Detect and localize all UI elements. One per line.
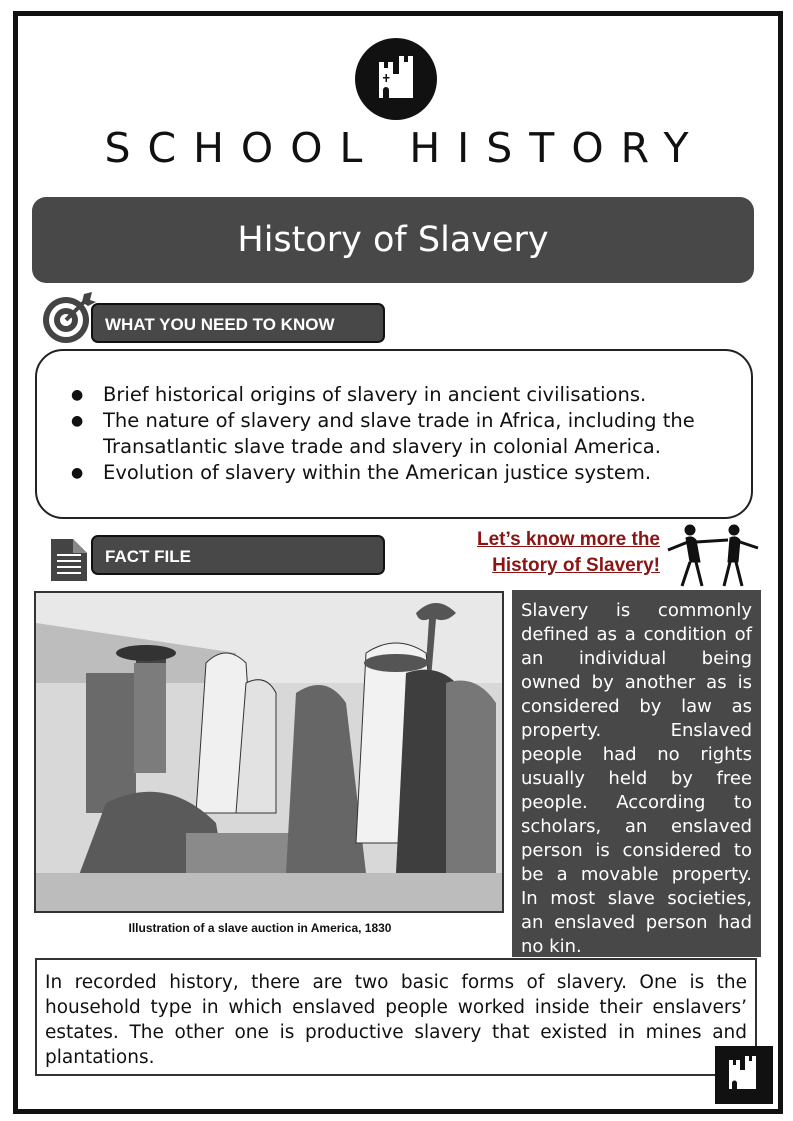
document-icon [48,529,90,588]
list-item: ● Evolution of slavery within the American justice system. [71,460,711,486]
more-link[interactable] [477,527,660,579]
image-caption: Illustration of a slave auction in America, 1830 [128,921,392,935]
section-label-know: WHAT YOU NEED TO KNOW [91,303,385,343]
know-box [35,349,753,519]
know-list [71,382,711,486]
list-item: ● Brief historical origins of slavery in ancient civilisations. [71,382,711,408]
slave-auction-illustration [34,591,504,913]
brand-name: SCHOOL HISTORY [104,124,706,172]
more-link-line1: Let’s know more the [477,529,660,550]
fact-panel [512,590,761,957]
list-item: ● The nature of slavery and slave trade in Africa, including the Transatlantic slave trade and slavery in colonial America. [71,408,711,460]
bottom-text: In recorded history, there are two basic forms of slavery. One is the household type in which enslaved people worked inside their enslavers’ estates. The other one is productive slavery that existed in mines and plantations. [45,972,747,1068]
castle-logo-icon [355,38,437,120]
castle-corner-icon [715,1046,773,1104]
target-icon [40,290,98,353]
dancing-figures-icon [664,520,760,595]
bottom-text-box [35,958,757,1076]
section-label-fact: FACT FILE [91,535,385,575]
fact-text: Slavery is commonly defined as a condition of an individual being owned by another as is considered by law as property. Enslaved people had no rights usually held by free people. According to scholars, an enslaved person is considered to be a movable property. In most slave societies, an enslaved person had no kin. [521,600,752,957]
more-link-line2: History of Slavery! [492,555,660,576]
page-title: History of Slavery [32,197,754,283]
